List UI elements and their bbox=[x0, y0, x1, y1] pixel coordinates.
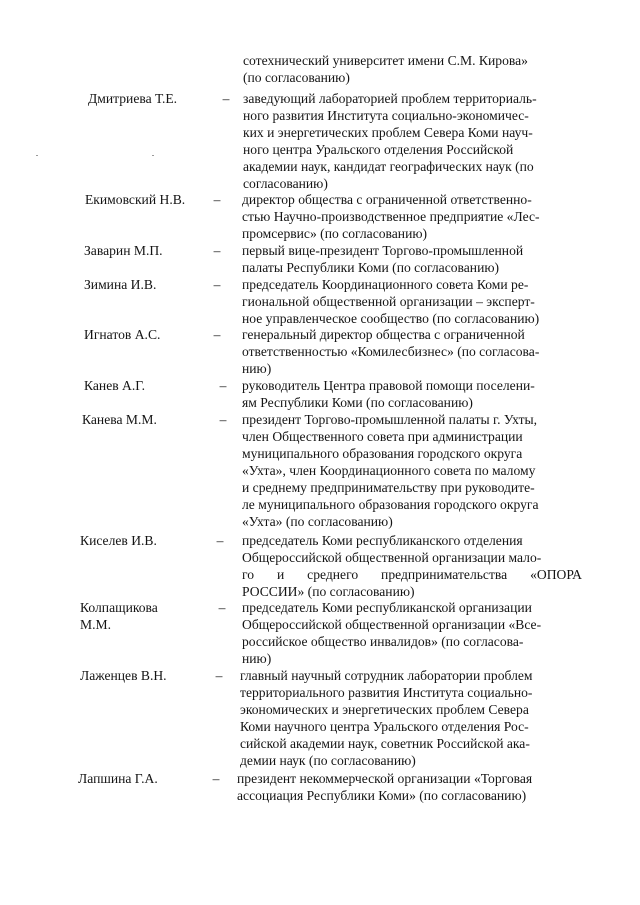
member-line: Коми научного центра Уральского отделения Рос- bbox=[240, 719, 529, 734]
member-line: председатель Коми республиканского отделения bbox=[242, 533, 523, 548]
member-line: и среднему предпринимательству при руководите- bbox=[242, 480, 535, 495]
member-line: Общероссийской общественной организации мало- bbox=[242, 550, 542, 565]
member-dash: – bbox=[212, 771, 220, 786]
member-line: стью Научно-производственное предприятие «Лес- bbox=[242, 209, 540, 224]
member-dash: – bbox=[222, 91, 230, 106]
member-line: нию) bbox=[242, 361, 272, 376]
member-line: нию) bbox=[242, 651, 272, 666]
member-description bbox=[242, 242, 582, 276]
member-line: экономических и энергетических проблем Севера bbox=[240, 702, 529, 717]
member-name: Лаженцев В.Н. bbox=[80, 668, 167, 683]
member-line: ям Республики Коми (по согласованию) bbox=[242, 395, 473, 410]
member-line: академии наук, кандидат географических наук (по bbox=[243, 159, 534, 174]
member-line: территориального развития Института социально- bbox=[240, 685, 533, 700]
member-line: демии наук (по согласованию) bbox=[240, 753, 416, 768]
member-name: Дмитриева Т.Е. bbox=[88, 91, 178, 106]
member-name: Лапшина Г.А. bbox=[78, 771, 158, 786]
member-description bbox=[242, 326, 582, 377]
member-line: ное управленческое сообщество (по согласованию) bbox=[242, 311, 540, 326]
member-line: член Общественного совета при администрации bbox=[242, 429, 523, 444]
member-description bbox=[243, 90, 583, 192]
member-line: генеральный директор общества с ограниченной bbox=[242, 327, 525, 342]
member-dash: – bbox=[219, 412, 227, 427]
member-dash: – bbox=[219, 378, 227, 393]
member-line: главный научный сотрудник лаборатории проблем bbox=[240, 668, 533, 683]
member-line: муниципального образования городского округа bbox=[242, 446, 523, 461]
member-line: ких и энергетических проблем Севера Коми науч- bbox=[243, 125, 533, 140]
scan-speck bbox=[152, 155, 154, 156]
member-dash: – bbox=[213, 243, 221, 258]
member-line: президент Торгово-промышленной палаты г. Ухты, bbox=[242, 412, 538, 427]
intro-text bbox=[243, 52, 583, 86]
member-line: ного развития Института социально-экономичес- bbox=[243, 108, 529, 123]
member-line: согласованию) bbox=[243, 176, 328, 191]
member-dash: – bbox=[213, 277, 221, 292]
member-line: палаты Республики Коми (по согласованию) bbox=[242, 260, 500, 275]
member-description bbox=[240, 667, 580, 769]
member-line: промсервис» (по согласованию) bbox=[242, 226, 428, 241]
member-line: российское общество инвалидов» (по согласова- bbox=[242, 634, 524, 649]
member-line: «Ухта», член Координационного совета по малому bbox=[242, 463, 536, 478]
member-description bbox=[237, 770, 577, 804]
member-name: Канева М.М. bbox=[82, 412, 157, 427]
member-line: «Ухта» (по согласованию) bbox=[242, 514, 393, 529]
member-line: председатель Координационного совета Коми ре- bbox=[242, 277, 529, 292]
member-name: Игнатов А.С. bbox=[84, 327, 161, 342]
member-name: Колпащикова М.М. bbox=[80, 600, 158, 632]
member-dash: – bbox=[218, 600, 226, 615]
member-description bbox=[242, 599, 582, 667]
member-dash: – bbox=[213, 192, 221, 207]
intro-line: (по согласованию) bbox=[243, 70, 350, 85]
member-line: ле муниципального образования городского округа bbox=[242, 497, 539, 512]
member-line: сийской академии наук, советник Российской ака- bbox=[240, 736, 530, 751]
member-line: руководитель Центра правовой помощи поселени- bbox=[242, 378, 535, 393]
member-description bbox=[242, 377, 582, 411]
member-name: Зимина И.В. bbox=[84, 277, 157, 292]
member-name: Канев А.Г. bbox=[84, 378, 145, 393]
member-line: гиональной общественной организации – эксперт- bbox=[242, 294, 535, 309]
member-line: директор общества с ограниченной ответственно- bbox=[242, 192, 532, 207]
member-name: Екимовский Н.В. bbox=[85, 192, 186, 207]
member-dash: – bbox=[216, 533, 224, 548]
intro-line: сотехнический университет имени С.М. Кирова» bbox=[243, 53, 528, 68]
member-line: РОССИИ» (по согласованию) bbox=[242, 584, 415, 599]
member-dash: – bbox=[215, 668, 223, 683]
member-line: президент некоммерческой организации «Торговая bbox=[237, 771, 533, 786]
member-dash: – bbox=[213, 327, 221, 342]
member-description bbox=[242, 191, 582, 242]
member-line: ного центра Уральского отделения Российской bbox=[243, 142, 514, 157]
member-name: Киселев И.В. bbox=[80, 533, 157, 548]
member-line: заведующий лабораторией проблем территориаль- bbox=[243, 91, 537, 106]
member-description bbox=[242, 411, 582, 530]
member-line: го и среднего предпринимательства «ОПОРА bbox=[242, 567, 582, 582]
member-name: Заварин М.П. bbox=[84, 243, 163, 258]
member-line: ассоциация Республики Коми» (по согласованию) bbox=[237, 788, 527, 803]
member-description bbox=[242, 276, 582, 327]
member-line: Общероссийской общественной организации «Все- bbox=[242, 617, 542, 632]
scan-speck bbox=[36, 155, 38, 156]
member-line: ответственностью «Комилесбизнес» (по согласова- bbox=[242, 344, 540, 359]
member-description bbox=[242, 532, 582, 600]
member-line: первый вице-президент Торгово-промышленной bbox=[242, 243, 524, 258]
member-line: председатель Коми республиканской организации bbox=[242, 600, 532, 615]
